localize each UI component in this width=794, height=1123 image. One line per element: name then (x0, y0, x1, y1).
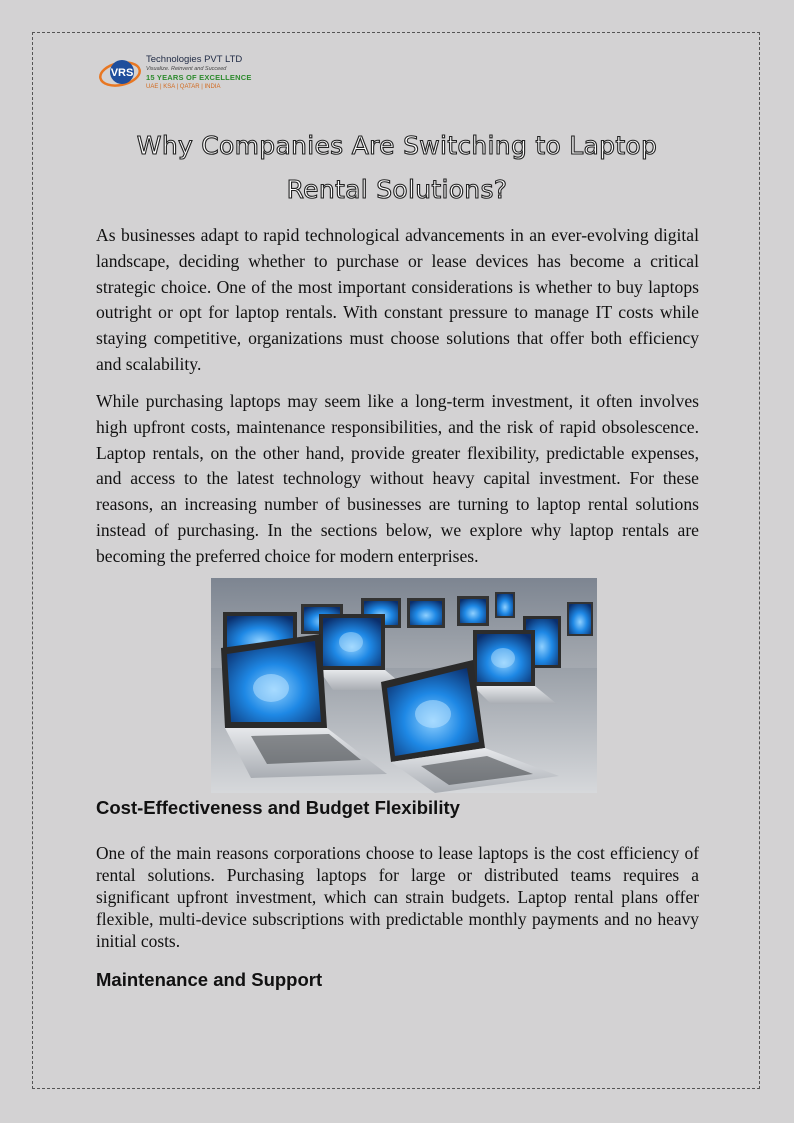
vrs-logo-icon (98, 54, 144, 92)
logo-company-name: Technologies PVT LTD (146, 54, 243, 65)
laptops-illustration (211, 578, 597, 793)
section-body-cost: One of the main reasons corporations choose to lease laptops is the cost efficiency of rental solutions. Purchasing laptops for large or distributed teams requires a significant upfront investment, which can strain budgets. Laptop rental plans offer flexible, multi-device subscriptions with predictable monthly payments and no heavy initial costs. (96, 843, 699, 951)
company-logo (98, 50, 268, 98)
section-heading-cost: Cost-Effectiveness and Budget Flexibility (96, 797, 460, 818)
laptops-photo (211, 578, 597, 793)
intro-paragraph: As businesses adapt to rapid technological advancements in an ever-evolving digital landscape, deciding whether to purchase or lease devices has become a critical strategic choice. One of the most important considerations is whether to buy laptops outright or opt for laptop rentals. With constant pressure to manage IT costs while staying competitive, organizations must choose solutions that offer both efficiency and scalability. (96, 225, 699, 374)
body-paragraph: While purchasing laptops may seem like a long-term investment, it often involves high upfront costs, maintenance responsibilities, and the risk of rapid obsolescence. Laptop rentals, on the other hand, provide greater flexibility, predictable expenses, and access to the latest technology without heavy capital investment. For these reasons, an increasing number of businesses are turning to laptop rental solutions instead of purchasing. In the sections below, we explore why laptop rentals are becoming the preferred choice for modern enterprises. (96, 391, 699, 566)
logo-tagline: Visualize. Reinvent and Succeed (146, 66, 227, 72)
logo-regions: UAE | KSA | QATAR | INDIA (146, 84, 221, 90)
page-title: Why Companies Are Switching to Laptop Rental Solutions? (136, 131, 658, 204)
logo-years: 15 YEARS OF EXCELLENCE (146, 73, 252, 82)
svg-text:VRS: VRS (110, 67, 134, 79)
section-heading-maintenance: Maintenance and Support (96, 969, 323, 990)
